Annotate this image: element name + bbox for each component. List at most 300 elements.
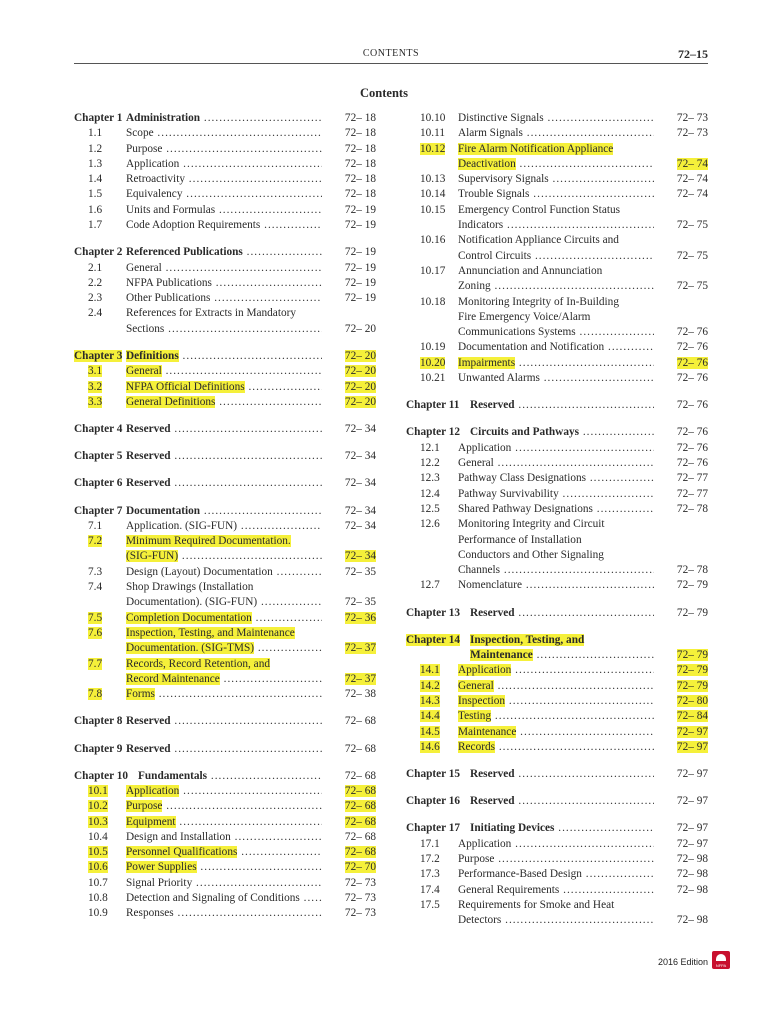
- page-title: Contents: [360, 86, 408, 100]
- leader-dots: [515, 399, 654, 411]
- toc-entry-title: Monitoring Integrity of In-Building: [458, 295, 619, 308]
- toc-entry: [74, 187, 376, 202]
- toc-entry-title: Equipment: [126, 815, 176, 828]
- toc-entry-number: 10.7: [88, 876, 108, 889]
- toc-entry-number: 14.6: [420, 740, 440, 753]
- toc-entry-title: Trouble Signals: [458, 188, 530, 201]
- leader-dots: [554, 822, 654, 834]
- toc-entry: [406, 356, 708, 371]
- toc-entry: [74, 322, 376, 337]
- toc-entry-page: 72– 73: [344, 907, 376, 920]
- toc-entry-number: Chapter 6: [74, 477, 123, 490]
- toc-entry-page: 72– 37: [344, 672, 376, 685]
- toc-entry: [74, 687, 376, 702]
- toc-entry: [406, 157, 708, 172]
- toc-entry: [74, 291, 376, 306]
- toc-entry: [74, 830, 376, 845]
- toc-entry-number: 10.20: [420, 356, 446, 369]
- toc-chapter-entry: [406, 633, 708, 648]
- toc-entry: [406, 218, 708, 233]
- toc-entry-title: Reserved: [126, 742, 171, 755]
- leader-dots: [515, 795, 654, 807]
- toc-entry: [74, 641, 376, 656]
- toc-entry-page: 72– 98: [676, 853, 708, 865]
- toc-entry-page: 72– 18: [344, 127, 376, 140]
- toc-entry-title: Reserved: [126, 477, 171, 490]
- toc-chapter-entry: [74, 769, 376, 784]
- toc-entry: [74, 395, 376, 410]
- toc-entry-title: Shared Pathway Designations: [458, 502, 593, 515]
- toc-entry-number: 12.5: [420, 502, 440, 515]
- toc-chapter-entry: [406, 398, 708, 413]
- leader-dots: [174, 907, 322, 919]
- toc-entry-number: Chapter 12: [406, 426, 461, 439]
- toc-entry-number: 1.6: [88, 203, 103, 216]
- leader-dots: [207, 770, 322, 782]
- toc-entry-number: 17.4: [420, 883, 440, 896]
- toc-entry: [406, 471, 708, 486]
- toc-entry-title: Conductors and Other Signaling: [458, 548, 604, 561]
- toc-entry: [406, 187, 708, 202]
- toc-entry: [406, 517, 708, 532]
- toc-entry: [74, 565, 376, 580]
- toc-entry-number: 10.4: [88, 830, 108, 843]
- leader-dots: [511, 838, 654, 850]
- leader-dots: [260, 219, 322, 231]
- leader-dots: [162, 365, 322, 377]
- toc-entry: [406, 340, 708, 355]
- toc-entry-title: Signal Priority: [126, 876, 193, 889]
- leader-dots: [155, 688, 322, 700]
- toc-entry-number: 10.3: [88, 815, 108, 828]
- toc-entry-title: Records, Record Retention, and: [126, 657, 270, 670]
- toc-entry-title: Reserved: [126, 423, 171, 436]
- toc-entry-page: 72– 20: [344, 380, 376, 393]
- toc-entry-number: Chapter 3: [74, 349, 123, 362]
- toc-entry-title: Responses: [126, 907, 174, 920]
- leader-dots: [200, 505, 322, 517]
- running-header-title: CONTENTS: [362, 48, 420, 59]
- toc-entry-number: 10.10: [420, 112, 446, 124]
- leader-dots: [171, 743, 322, 755]
- toc-entry-title: Retroactivity: [126, 173, 185, 186]
- leader-dots: [231, 831, 322, 843]
- toc-entry-page: 72– 20: [344, 322, 376, 335]
- toc-entry-title: Impairments: [458, 356, 516, 369]
- leader-dots: [245, 381, 322, 393]
- toc-entry-number: 7.3: [88, 565, 103, 578]
- leader-dots: [220, 673, 322, 685]
- toc-entry-title: Personnel Qualifications: [126, 846, 238, 859]
- toc-entry: [74, 172, 376, 187]
- toc-entry-page: 72– 97: [676, 837, 708, 850]
- toc-entry-page: 72– 98: [676, 868, 708, 881]
- leader-dots: [515, 768, 654, 780]
- leader-dots: [495, 741, 654, 753]
- toc-chapter-entry: [74, 422, 376, 437]
- toc-entry-page: 72– 78: [676, 564, 708, 577]
- toc-entry-title: Sections: [126, 322, 165, 335]
- toc-entry-page: 72– 75: [676, 249, 708, 262]
- toc-entry: [74, 142, 376, 157]
- toc-entry-title: Fundamentals: [138, 769, 208, 782]
- toc-entry: [74, 595, 376, 610]
- toc-entry: [406, 456, 708, 471]
- toc-entry: [406, 694, 708, 709]
- toc-entry-number: 3.3: [88, 395, 103, 408]
- toc-entry-number: 10.12: [420, 142, 446, 155]
- toc-entry-page: 72– 97: [676, 725, 708, 738]
- leader-dots: [164, 323, 322, 335]
- toc-entry: [406, 279, 708, 294]
- toc-entry-page: 72– 75: [676, 219, 708, 232]
- toc-entry: [74, 534, 376, 549]
- toc-entry-page: 72– 76: [676, 441, 708, 454]
- toc-entry-page: 72– 38: [344, 688, 376, 701]
- toc-entry-number: Chapter 11: [406, 399, 460, 412]
- leader-dots: [171, 715, 322, 727]
- leader-dots: [576, 326, 654, 338]
- toc-entry-title: Distinctive Signals: [458, 112, 544, 124]
- toc-chapter-entry: [74, 245, 376, 260]
- toc-entry-page: 72– 79: [676, 579, 708, 592]
- toc-entry-number: 10.8: [88, 892, 108, 905]
- toc-entry: [74, 657, 376, 672]
- toc-entry-number: Chapter 14: [406, 633, 461, 646]
- toc-entry: [74, 380, 376, 395]
- toc-entry: [74, 815, 376, 830]
- toc-entry-number: 10.18: [420, 295, 446, 308]
- toc-entry: [406, 548, 708, 563]
- toc-entry-title: Referenced Publications: [126, 246, 243, 259]
- toc-entry-number: 17.3: [420, 868, 440, 881]
- toc-entry-number: 10.19: [420, 341, 446, 354]
- toc-entry-page: 72– 76: [676, 372, 708, 385]
- toc-entry-title: Performance-Based Design: [458, 868, 582, 881]
- toc-entry-title: Supervisory Signals: [458, 173, 549, 186]
- leader-dots: [179, 350, 322, 362]
- leader-dots: [257, 596, 322, 608]
- toc-entry: [74, 580, 376, 595]
- toc-entry-page: 72– 79: [676, 606, 708, 619]
- toc-entry-page: 72– 37: [344, 642, 376, 655]
- toc-entry-title: Maintenance: [458, 725, 517, 738]
- toc-entry-title: Documentation: [126, 504, 201, 517]
- toc-entry-title: Application: [458, 837, 512, 850]
- toc-entry: [74, 672, 376, 687]
- leader-dots: [544, 112, 654, 124]
- toc-entry-number: Chapter 8: [74, 715, 123, 728]
- toc-chapter-entry: [74, 349, 376, 364]
- toc-entry-number: 1.5: [88, 188, 103, 201]
- toc-entry-title: Notification Appliance Circuits and: [458, 234, 619, 247]
- leader-dots: [162, 800, 322, 812]
- toc-entry-title: Indicators: [458, 219, 504, 232]
- toc-chapter-entry: [74, 476, 376, 491]
- toc-entry-page: 72– 35: [344, 565, 376, 578]
- toc-entry: [406, 233, 708, 248]
- toc-entry-page: 72– 76: [676, 326, 708, 339]
- toc-entry: [74, 261, 376, 276]
- toc-entry: [406, 663, 708, 678]
- leader-dots: [252, 612, 322, 624]
- toc-entry-title: General: [458, 457, 494, 470]
- toc-entry: [406, 913, 708, 928]
- toc-entry-title: Channels: [458, 564, 501, 577]
- toc-entry: [406, 867, 708, 882]
- toc-entry-page: 72– 68: [344, 715, 376, 728]
- toc-entry-page: 72– 68: [344, 846, 376, 859]
- toc-entry-page: 72– 68: [344, 769, 376, 782]
- toc-entry-number: 17.5: [420, 898, 440, 911]
- toc-entry-number: 12.7: [420, 579, 440, 592]
- toc-entry-title: General Requirements: [458, 883, 560, 896]
- toc-entry-number: 7.6: [88, 626, 103, 639]
- toc-column-right: [406, 111, 708, 928]
- toc-entry-page: 72– 77: [676, 487, 708, 500]
- toc-entry-number: 10.13: [420, 173, 446, 186]
- leader-dots: [549, 173, 654, 185]
- toc-entry-number: 7.8: [88, 688, 103, 701]
- toc-chapter-entry: [406, 821, 708, 836]
- toc-entry-page: 72– 20: [344, 365, 376, 378]
- toc-entry-title: Detection and Signaling of Conditions: [126, 892, 300, 905]
- leader-dots: [494, 680, 654, 692]
- toc-entry-number: 10.14: [420, 188, 446, 201]
- leader-dots: [197, 861, 322, 873]
- toc-entry-title: Reserved: [470, 399, 515, 412]
- toc-entry-number: 3.2: [88, 380, 103, 393]
- leader-dots: [505, 695, 654, 707]
- toc-entry: [406, 142, 708, 157]
- toc-entry-page: 72– 35: [344, 596, 376, 609]
- leader-dots: [522, 579, 654, 591]
- toc-entry: [406, 310, 708, 325]
- toc-entry-page: 72– 76: [676, 356, 708, 369]
- toc-entry-number: Chapter 17: [406, 822, 461, 835]
- toc-entry-number: 1.4: [88, 173, 103, 186]
- leader-dots: [515, 607, 654, 619]
- toc-entry-number: 14.1: [420, 664, 440, 677]
- leader-dots: [178, 550, 322, 562]
- toc-entry-number: 7.2: [88, 535, 103, 548]
- toc-entry-title: Zoning: [458, 280, 491, 293]
- toc-entry-title: Circuits and Pathways: [470, 426, 580, 439]
- toc-entry-number: 3.1: [88, 365, 103, 378]
- toc-entry-page: 72– 97: [676, 740, 708, 753]
- toc-entry: [74, 549, 376, 564]
- leader-dots: [215, 396, 322, 408]
- toc-entry-page: 72– 34: [344, 477, 376, 490]
- toc-entry-number: 17.2: [420, 853, 440, 865]
- leader-dots: [515, 357, 654, 369]
- leader-dots: [511, 442, 654, 454]
- toc-entry-number: Chapter 1: [74, 112, 123, 124]
- leader-dots: [559, 884, 654, 896]
- leader-dots: [162, 262, 322, 274]
- toc-entry: [74, 203, 376, 218]
- toc-entry-page: 72– 97: [676, 795, 708, 808]
- leader-dots: [586, 472, 654, 484]
- leader-dots: [593, 503, 654, 515]
- leader-dots: [154, 127, 322, 139]
- toc-entry-title: Application: [458, 664, 512, 677]
- toc-entry-title: Control Circuits: [458, 249, 532, 262]
- toc-entry: [406, 502, 708, 517]
- toc-entry-title: Initiating Devices: [470, 822, 555, 835]
- toc-entry-number: 10.17: [420, 264, 446, 277]
- toc-entry-title: Definitions: [126, 349, 179, 362]
- toc-entry-number: 12.4: [420, 487, 440, 500]
- toc-entry: [74, 306, 376, 321]
- toc-entry-page: 72– 34: [344, 423, 376, 436]
- toc-entry-number: 10.11: [420, 127, 445, 140]
- toc-entry-title: Inspection, Testing, and Maintenance: [126, 626, 295, 639]
- toc-entry-title: Performance of Installation: [458, 533, 582, 546]
- leader-dots: [491, 710, 654, 722]
- leader-dots: [210, 292, 322, 304]
- toc-entry-title: Minimum Required Documentation.: [126, 535, 291, 548]
- toc-entry: [406, 249, 708, 264]
- toc-entry-number: Chapter 9: [74, 742, 123, 755]
- toc-chapter-entry: [406, 606, 708, 621]
- toc-entry-page: 72– 98: [676, 914, 708, 927]
- leader-dots: [179, 785, 322, 797]
- toc-entry: [406, 126, 708, 141]
- toc-entry-title: Documentation and Notification: [458, 341, 605, 354]
- toc-entry-number: 1.1: [88, 127, 103, 140]
- toc-entry: [406, 852, 708, 867]
- toc-entry: [74, 906, 376, 921]
- toc-entry-number: 1.7: [88, 219, 103, 232]
- toc-entry-title: Purpose: [126, 142, 163, 155]
- toc-entry-number: Chapter 5: [74, 450, 123, 463]
- toc-entry: [406, 883, 708, 898]
- toc-chapter-entry: [74, 742, 376, 757]
- leader-dots: [300, 892, 322, 904]
- toc-entry: [406, 111, 708, 126]
- leader-dots: [559, 488, 654, 500]
- toc-entry-page: 72– 68: [344, 785, 376, 797]
- toc-entry-number: 2.1: [88, 261, 103, 274]
- toc-entry: [406, 533, 708, 548]
- toc-entry-title: Completion Documentation: [126, 611, 252, 624]
- toc-entry-title: Reserved: [126, 450, 171, 463]
- toc-entry-page: 72– 76: [676, 457, 708, 470]
- toc-entry-page: 72– 79: [676, 649, 708, 662]
- toc-entry: [406, 578, 708, 593]
- toc-entry-title: Communications Systems: [458, 326, 576, 339]
- toc-entry-number: 10.1: [88, 785, 108, 797]
- toc-entry-number: 14.2: [420, 679, 440, 692]
- toc-entry-page: 72– 19: [344, 219, 376, 232]
- toc-entry-title: Application: [126, 785, 180, 797]
- toc-entry: [406, 563, 708, 578]
- toc-entry-page: 72– 18: [344, 157, 376, 170]
- leader-dots: [237, 846, 322, 858]
- toc-entry-page: 72– 73: [676, 127, 708, 140]
- toc-entry-title: Pathway Class Designations: [458, 472, 587, 485]
- toc-entry-title: General Definitions: [126, 395, 216, 408]
- page-number: 72–15: [678, 47, 708, 61]
- toc-entry-number: 12.2: [420, 457, 440, 470]
- toc-entry-number: 12.6: [420, 518, 440, 531]
- toc-entry-number: 7.1: [88, 519, 103, 532]
- toc-entry-title: Units and Formulas: [126, 203, 216, 216]
- toc-entry-title: Requirements for Smoke and Heat: [458, 898, 615, 911]
- leader-dots: [540, 372, 654, 384]
- toc-entry-page: 72– 70: [344, 861, 376, 874]
- leader-dots: [182, 188, 322, 200]
- toc-entry-title: Design (Layout) Documentation: [126, 565, 273, 578]
- toc-entry: [74, 799, 376, 814]
- toc-chapter-entry: [406, 425, 708, 440]
- toc-entry-page: 72– 18: [344, 173, 376, 186]
- toc-entry-title: Pathway Survivability: [458, 487, 559, 500]
- toc-entry-number: Chapter 13: [406, 606, 461, 619]
- toc-entry-page: 72– 76: [676, 341, 708, 354]
- toc-entry-title: Forms: [126, 688, 155, 701]
- leader-dots: [171, 477, 322, 489]
- toc-entry-title: Application: [126, 157, 180, 170]
- leader-dots: [215, 204, 322, 216]
- toc-entry-title: Application: [458, 441, 512, 454]
- toc-entry-title: Documentation). (SIG-FUN): [126, 596, 258, 609]
- toc-entry: [406, 679, 708, 694]
- toc-entry-page: 72– 68: [344, 815, 376, 828]
- toc-entry: [406, 709, 708, 724]
- toc-entry-number: Chapter 15: [406, 768, 461, 781]
- header-rule: [74, 63, 708, 64]
- toc-entry-number: 1.2: [88, 142, 103, 155]
- toc-entry-title: Inspection, Testing, and: [470, 633, 585, 646]
- leader-dots: [185, 173, 322, 185]
- toc-entry-title: Administration: [126, 112, 201, 124]
- toc-entry-number: 7.5: [88, 611, 103, 624]
- toc-entry-title: Annunciation and Annunciation: [458, 264, 603, 277]
- toc-entry-page: 72– 36: [344, 611, 376, 624]
- toc-entry-number: 1.3: [88, 157, 103, 170]
- toc-entry-title: Unwanted Alarms: [458, 372, 540, 385]
- toc-entry: [74, 364, 376, 379]
- toc-entry-number: 14.4: [420, 710, 440, 723]
- toc-entry-page: 72– 34: [344, 519, 376, 532]
- toc-entry: [74, 860, 376, 875]
- toc-entry-number: 10.16: [420, 234, 446, 247]
- leader-dots: [531, 250, 654, 262]
- toc-entry-number: Chapter 10: [74, 769, 129, 782]
- toc-entry-number: Chapter 16: [406, 795, 461, 808]
- toc-entry-page: 72– 19: [344, 246, 376, 259]
- toc-entry: [406, 740, 708, 755]
- leader-dots: [500, 564, 654, 576]
- toc-chapter-entry: [406, 794, 708, 809]
- toc-entry-page: 72– 18: [344, 142, 376, 155]
- toc-entry-page: 72– 20: [344, 349, 376, 362]
- toc-entry-title: Application. (SIG-FUN): [126, 519, 238, 532]
- leader-dots: [254, 642, 322, 654]
- leader-dots: [516, 158, 654, 170]
- toc-entry-page: 72– 19: [344, 276, 376, 289]
- leader-dots: [212, 277, 322, 289]
- toc-entry-title: References for Extracts in Mandatory: [126, 307, 297, 320]
- toc-chapter-entry: [74, 714, 376, 729]
- toc-entry-title: Alarm Signals: [458, 127, 523, 140]
- leader-dots: [501, 914, 654, 926]
- toc-entry-number: 10.15: [420, 203, 446, 216]
- toc-entry-number: 14.5: [420, 725, 440, 738]
- toc-entry-number: 10.21: [420, 372, 446, 385]
